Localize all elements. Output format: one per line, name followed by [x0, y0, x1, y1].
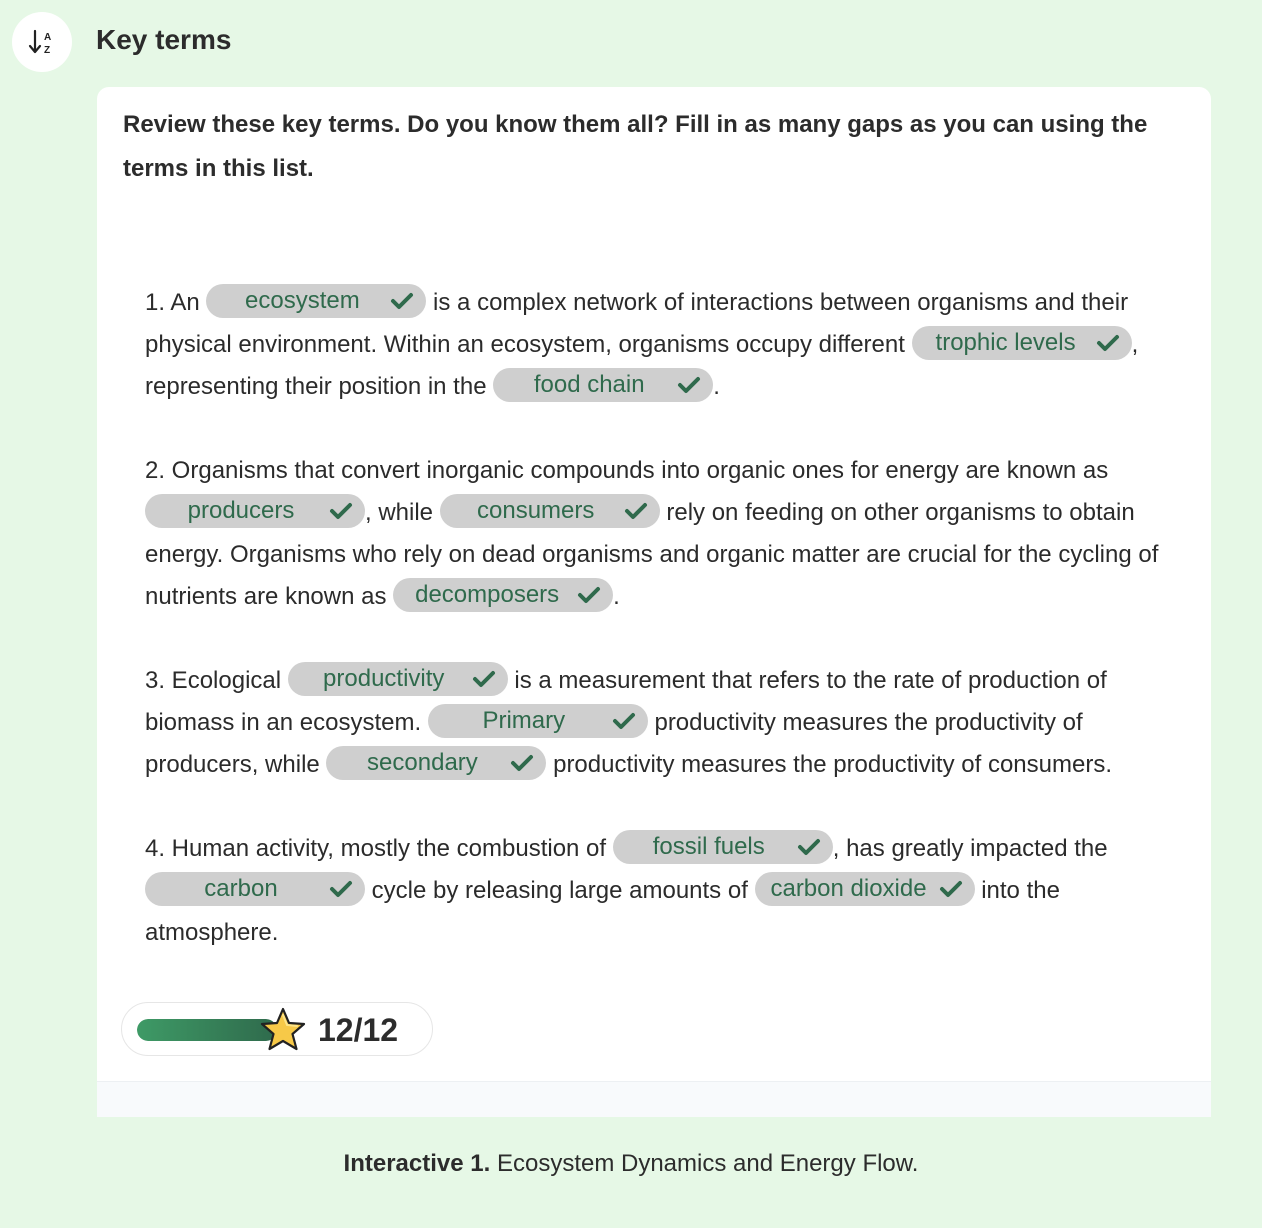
caption-text: Ecosystem Dynamics and Energy Flow.: [490, 1150, 919, 1177]
gap-carbon[interactable]: carbon: [145, 872, 365, 906]
paragraph-text: is a complex network of interactions between organisms and their physical environment. Within an ecosystem, organisms occupy different: [145, 289, 1129, 358]
gap-secondary[interactable]: secondary: [326, 746, 546, 780]
paragraph-2: [145, 450, 1185, 618]
paragraph-4: [145, 828, 1185, 954]
checkmark-icon: [510, 753, 534, 773]
svg-text:A: A: [44, 32, 52, 43]
figure-caption: [0, 1150, 1262, 1178]
gap-primary[interactable]: Primary: [428, 704, 648, 738]
paragraph-1: [145, 282, 1185, 408]
checkmark-icon: [329, 501, 353, 521]
key-terms-card: [97, 87, 1211, 1117]
gap-productivity[interactable]: productivity: [288, 662, 508, 696]
gap-carbon-dioxide[interactable]: carbon dioxide: [755, 872, 975, 906]
gap-decomposers[interactable]: decomposers: [393, 578, 613, 612]
paragraph-text: is a measurement that refers to the rate of production of biomass in an ecosystem.: [145, 667, 1107, 736]
gap-food-chain[interactable]: food chain: [493, 368, 713, 402]
checkmark-icon: [577, 585, 601, 605]
paragraph-text: , representing their position in the: [145, 331, 1139, 400]
checkmark-icon: [472, 669, 496, 689]
score-progress: [121, 1002, 433, 1056]
gap-ecosystem[interactable]: ecosystem: [206, 284, 426, 318]
paragraph-text: cycle by releasing large amounts of: [365, 877, 755, 904]
paragraph-text: 3. Ecological: [145, 667, 288, 694]
progress-bar: [137, 1019, 277, 1041]
svg-text:Z: Z: [44, 45, 51, 56]
paragraph-text: 4. Human activity, mostly the combustion of: [145, 835, 613, 862]
progress-bar-fill: [137, 1019, 277, 1041]
gap-consumers[interactable]: consumers: [440, 494, 660, 528]
checkmark-icon: [612, 711, 636, 731]
paragraph-text: productivity measures the productivity of producers, while: [145, 709, 1083, 778]
checkmark-icon: [797, 837, 821, 857]
paragraph-text: 1. An: [145, 289, 207, 316]
paragraph-text: , while: [365, 499, 440, 526]
gap-fossil-fuels[interactable]: fossil fuels: [613, 830, 833, 864]
paragraph-3: [145, 660, 1185, 786]
paragraph-text: into the atmosphere.: [145, 877, 1060, 946]
section-title: Key terms: [96, 24, 232, 55]
paragraph-text: rely on feeding on other organisms to obtain energy. Organisms who rely on dead organisms and organic matter are crucial for the cycling of nutrients are known as: [145, 499, 1159, 610]
checkmark-icon: [624, 501, 648, 521]
instructions: Review these key terms. Do you know them all? Fill in as many gaps as you can using the terms in this list.: [123, 111, 1148, 182]
paragraph-text: productivity measures the productivity of consumers.: [546, 751, 1112, 778]
gap-trophic-levels[interactable]: trophic levels: [912, 326, 1132, 360]
checkmark-icon: [390, 291, 414, 311]
checkmark-icon: [329, 879, 353, 899]
gap-producers[interactable]: producers: [145, 494, 365, 528]
sort-az-icon: [12, 12, 72, 72]
checkmark-icon: [677, 375, 701, 395]
score-text: 12/12: [318, 1012, 399, 1048]
paragraph-text: 2. Organisms that convert inorganic compounds into organic ones for energy are known as: [145, 457, 1109, 484]
paragraph-text: .: [713, 373, 720, 400]
paragraph-text: , has greatly impacted the: [832, 835, 1108, 862]
card-footer: [97, 1081, 1211, 1117]
checkmark-icon: [939, 879, 963, 899]
paragraph-text: .: [613, 583, 620, 610]
checkmark-icon: [1096, 333, 1120, 353]
caption-label: Interactive 1.: [343, 1150, 491, 1177]
star-icon: [258, 1006, 308, 1054]
